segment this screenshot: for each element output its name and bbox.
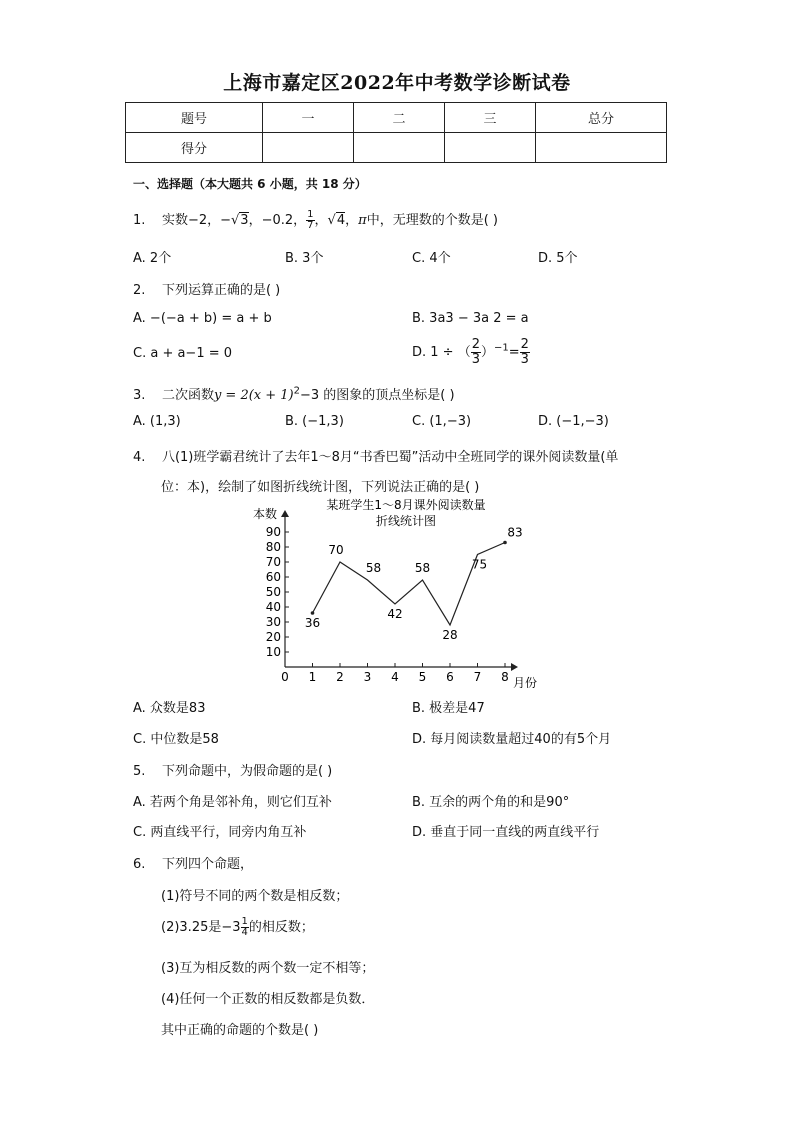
score-header-cell: 题号 — [126, 103, 263, 133]
q2-d-num: 2 — [471, 337, 480, 352]
q5-stem-text: 下列命题中，为假命题的是( ) — [161, 764, 333, 779]
score-table-header-row — [126, 103, 667, 133]
question-4-line1 — [133, 446, 618, 465]
option-b: B. (−1,3) — [285, 414, 344, 429]
data-label: 70 — [328, 543, 344, 557]
score-cell — [536, 133, 667, 163]
q4-text-line1: 八(1)班学霸君统计了去年1～8月“书香巴蜀”活动中全班同学的课外阅读数量(单 — [161, 450, 619, 465]
chart-title: 某班学生1～8月课外阅读数量 — [326, 498, 486, 512]
question-number: 1. — [133, 213, 146, 228]
q2-d-fraction — [471, 338, 481, 367]
data-label: 42 — [387, 607, 403, 621]
data-label: 83 — [507, 525, 523, 540]
chart-subtitle: 折线统计图 — [375, 514, 437, 528]
question-number: 3. — [133, 388, 146, 403]
score-cell — [354, 133, 445, 163]
q6-item-2 — [161, 916, 314, 938]
q2-d-exponent: −1 — [494, 342, 509, 354]
y-tick-label: 90 — [265, 525, 281, 539]
x-tick-label: 2 — [336, 670, 344, 684]
q1-radicand-4: 4 — [336, 213, 346, 228]
x-tick-label: 7 — [473, 670, 482, 684]
q3-stem-a: 二次函数 — [161, 388, 214, 403]
x-tick-label: 1 — [308, 670, 317, 684]
q1-frac-num: 1 — [307, 209, 314, 220]
option-a: A. 2个 — [133, 251, 172, 266]
score-header-cell: 一 — [263, 103, 354, 133]
score-header-cell: 总分 — [536, 103, 667, 133]
q6-stem-text: 下列四个命题， — [161, 857, 253, 872]
option-d: D. (−1,−3) — [538, 414, 609, 429]
sqrt-symbol: √ — [231, 213, 240, 228]
q1-frac-den: 7 — [307, 220, 314, 231]
q6-item-3: (3)互为相反数的两个数一定不相等； — [161, 961, 375, 976]
q6-item-2-b: 的相反数； — [248, 920, 314, 935]
x-tick-label: 5 — [418, 670, 427, 684]
option-a: A. −(−a + b) = a + b — [133, 311, 272, 326]
option-a: A. 若两个角是邻补角，则它们互补 — [133, 795, 332, 810]
option-c: C. a + a−1 = 0 — [133, 346, 233, 361]
score-table — [125, 102, 667, 163]
q1-text-c: ，−0.2， — [248, 213, 307, 228]
q1-text-a: 实数−2，− — [161, 213, 231, 228]
q2-d-den: 3 — [471, 352, 480, 367]
q1-text-f: ， — [345, 213, 359, 228]
score-row-label: 得分 — [126, 133, 263, 163]
data-label: 36 — [304, 616, 321, 630]
q1-radicand-3: 3 — [240, 213, 249, 228]
data-label: 28 — [442, 628, 458, 642]
q2-d-pre: D. 1 ÷ （ — [412, 345, 471, 360]
y-tick-label: 40 — [265, 600, 281, 614]
y-tick-label: 60 — [265, 570, 281, 584]
score-cell — [263, 133, 354, 163]
data-label: 58 — [365, 561, 382, 575]
q1-pi: π — [358, 213, 367, 228]
data-point — [311, 611, 315, 615]
question-number: 4. — [133, 450, 146, 465]
q1-text-d: ， — [314, 213, 328, 228]
section-heading: 一、选择题（本大题共 6 小题，共 18 分） — [133, 177, 367, 191]
question-6-stem — [133, 853, 253, 872]
sqrt-symbol: √ — [327, 213, 336, 228]
line-chart — [245, 495, 555, 695]
q2-d-eq: = — [508, 345, 520, 360]
option-d: D. 垂直于同一直线的两直线平行 — [412, 825, 600, 840]
q2-d-result-fraction — [520, 338, 530, 367]
x-axis-arrow — [511, 663, 518, 671]
score-cell — [445, 133, 536, 163]
x-tick-label: 4 — [391, 670, 399, 684]
q6-conclusion: 其中正确的命题的个数是( ) — [161, 1023, 319, 1038]
q3-function: y = 2(x + 1) — [213, 388, 294, 403]
q3-exponent: 2 — [293, 385, 301, 397]
y-axis-arrow — [281, 510, 289, 517]
option-c: C. 中位数是58 — [133, 732, 219, 747]
option-c: C. 两直线平行，同旁内角互补 — [133, 825, 307, 840]
question-number: 2. — [133, 283, 146, 298]
option-d: D. 5个 — [538, 251, 578, 266]
q2-d-mid: ） — [481, 345, 495, 360]
q1-text-g: 中，无理数的个数是( ) — [366, 213, 498, 228]
chart-marks — [266, 525, 523, 684]
y-tick-label: 50 — [265, 585, 281, 599]
y-tick-label: 10 — [265, 645, 281, 659]
option-c: C. 4个 — [412, 251, 451, 266]
score-table-score-row — [126, 133, 667, 163]
option-b: B. 3个 — [285, 251, 324, 266]
option-b: B. 极差是47 — [412, 701, 485, 716]
q6-frac-den: 4 — [241, 927, 248, 938]
exam-title: 上海市嘉定区2022年中考数学诊断试卷 — [223, 72, 571, 94]
data-point — [503, 541, 507, 545]
option-b: B. 3a3 − 3a 2 = a — [412, 311, 529, 326]
question-1-stem — [133, 209, 498, 231]
y-axis-label: 本数 — [253, 507, 278, 521]
question-4-line2: 位：本)，绘制了如图折线统计图，下列说法正确的是( ) — [161, 480, 480, 495]
q6-item-4: (4)任何一个正数的相反数都是负数． — [161, 992, 375, 1007]
y-tick-label: 80 — [265, 540, 281, 554]
q3-stem-c: −3 的图象的顶点坐标是( ) — [300, 388, 455, 403]
question-number: 5. — [133, 764, 146, 779]
score-header-cell: 二 — [354, 103, 445, 133]
x-tick-label: 3 — [363, 670, 372, 684]
q2-d-result-den: 3 — [520, 352, 529, 367]
option-d: D. 每月阅读数量超过40的有5个月 — [412, 732, 612, 747]
option-d — [412, 338, 530, 367]
q2-d-result-num: 2 — [520, 337, 529, 352]
q6-frac-num: 1 — [241, 916, 248, 927]
y-tick-label: 70 — [265, 555, 281, 569]
question-number: 6. — [133, 857, 146, 872]
q6-item-2-a: (2)3.25是−3 — [161, 920, 241, 935]
q2-stem-text: 下列运算正确的是( ) — [161, 283, 281, 298]
y-tick-label: 30 — [265, 615, 281, 629]
question-3-stem — [133, 384, 455, 403]
q6-item-1: (1)符号不同的两个数是相反数； — [161, 889, 349, 904]
x-axis-label: 月份 — [513, 676, 538, 690]
score-header-cell: 三 — [445, 103, 536, 133]
y-tick-label: 20 — [265, 630, 281, 644]
x-tick-label: 6 — [446, 670, 454, 684]
option-a: A. 众数是83 — [133, 701, 206, 716]
data-label: 58 — [414, 561, 431, 575]
option-a: A. (1,3) — [133, 414, 181, 429]
question-2-stem — [133, 279, 280, 298]
x-tick-label: 8 — [501, 670, 509, 684]
option-c: C. (1,−3) — [412, 414, 472, 429]
data-label: 75 — [471, 557, 488, 572]
q6-item-2-fraction — [241, 917, 249, 938]
option-b: B. 互余的两个角的和是90° — [412, 795, 570, 810]
q1-fraction — [306, 210, 314, 231]
question-5-stem — [133, 760, 332, 779]
x-tick-label: 0 — [281, 670, 289, 684]
